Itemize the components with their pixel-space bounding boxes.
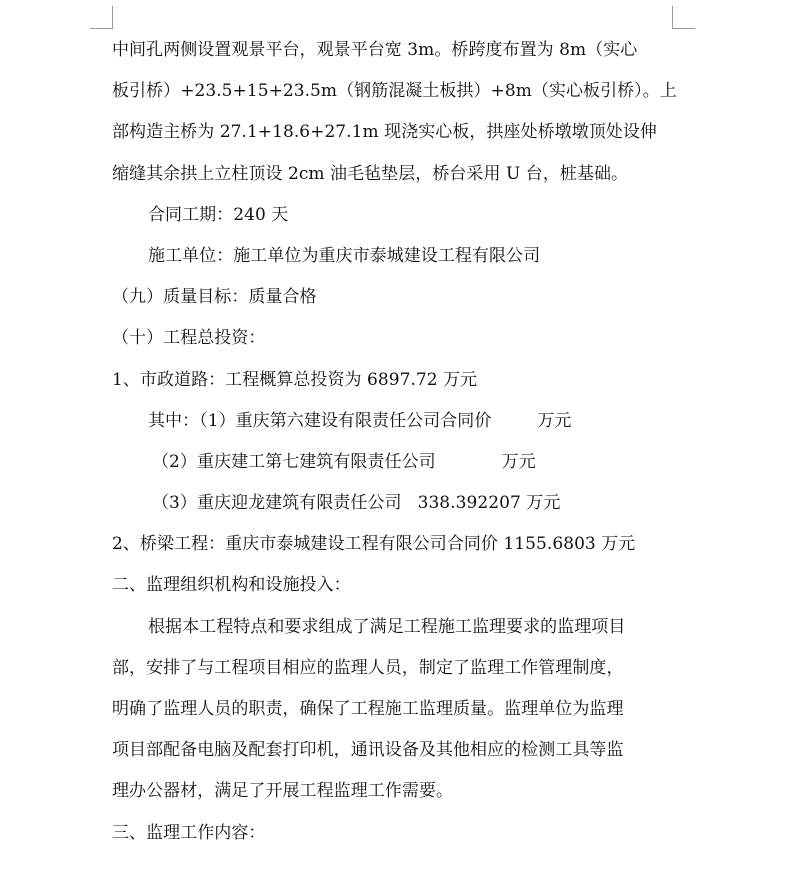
contract-item-label: （2）重庆建工第七建筑有限责任公司 (152, 451, 436, 472)
total-investment-heading: （十）工程总投资： (112, 328, 266, 349)
contract-item-amount: 万元 (537, 410, 572, 431)
page-corner-mark-left (90, 6, 113, 29)
bridge-works-contract: 2、桥梁工程：重庆市泰城建设工程有限公司合同价 1155.6803 万元 (112, 534, 636, 555)
contract-item (112, 483, 672, 524)
municipal-road-investment: 1、市政道路：工程概算总投资为 6897.72 万元 (112, 369, 478, 390)
paragraph-line: 板引桥）+23.5+15+23.5m（钢筋混凝土板拱）+8m（实心板引桥）。上 (112, 81, 677, 102)
paragraph-line: 中间孔两侧设置观景平台，观景平台宽 3m。桥跨度布置为 8m（实心 (112, 40, 638, 60)
contract-item (112, 442, 672, 483)
page-corner-mark-right (672, 6, 695, 29)
contract-item-amount: 338.392207 万元 (417, 493, 561, 514)
contract-item-label: （3）重庆迎龙建筑有限责任公司 (152, 493, 402, 514)
construction-unit: 施工单位：施工单位为重庆市泰城建设工程有限公司 (148, 245, 541, 266)
contract-period: 合同工期：240 天 (148, 204, 289, 225)
contract-item (112, 401, 672, 442)
paragraph-line: 部构造主桥为 27.1+18.6+27.1m 现浇实心板，拱座处桥墩墩顶处设伸 (112, 122, 657, 143)
paragraph-line: 项目部配备电脑及配套打印机，通讯设备及其他相应的检测工具等监 (112, 740, 624, 761)
section-heading: 二、监理组织机构和设施投入： (112, 575, 351, 596)
contract-item-label: 其中：（1）重庆第六建设有限责任公司合同价 (148, 410, 492, 431)
paragraph-line: 明确了监理人员的职责，确保了工程施工监理质量。监理单位为监理 (112, 699, 624, 719)
paragraph-line: 缩缝其余拱上立柱顶设 2cm 油毛毡垫层，桥台采用 U 台，桩基础。 (112, 163, 629, 184)
section-heading: 三、监理工作内容： (112, 822, 266, 843)
paragraph-line: 根据本工程特点和要求组成了满足工程施工监理要求的监理项目 (148, 616, 626, 637)
quality-target: （九）质量目标：质量合格 (112, 287, 317, 308)
document-body (112, 30, 677, 854)
paragraph-line: 理办公器材，满足了开展工程监理工作需要。 (112, 781, 453, 802)
paragraph-line: 部，安排了与工程项目相应的监理人员，制定了监理工作管理制度， (112, 657, 624, 678)
contract-item-amount: 万元 (501, 451, 536, 472)
